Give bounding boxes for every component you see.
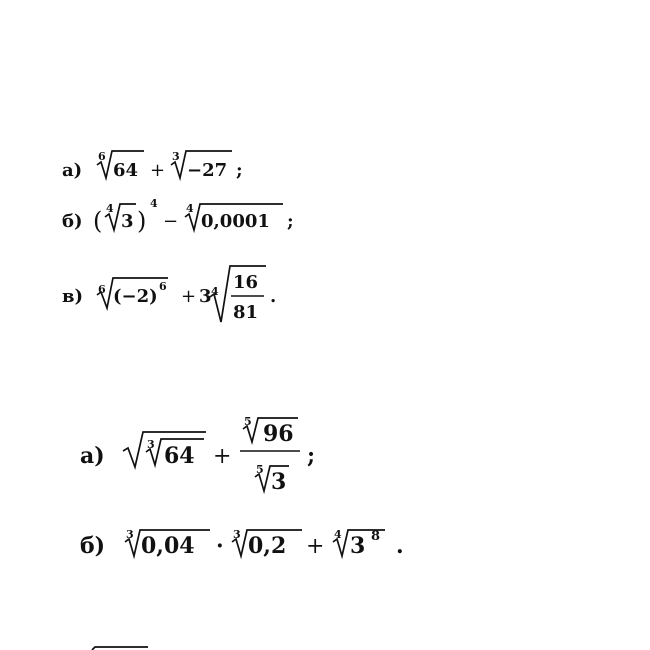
root-index: 5 (256, 463, 264, 476)
item-label: в) (62, 286, 84, 307)
radicand: (−2) (113, 286, 158, 307)
operator-plus: + (213, 444, 232, 469)
operator-plus: + (150, 160, 166, 181)
exponent: 4 (150, 197, 158, 210)
punctuation: ; (307, 443, 316, 469)
root-index: 6 (98, 150, 106, 163)
root-index: 3 (233, 528, 241, 541)
radicand: 64 (113, 160, 139, 181)
fraction-numerator: 96 (263, 421, 294, 447)
radicand: 64 (164, 443, 195, 469)
root-index: 4 (211, 285, 219, 298)
punctuation: . (270, 286, 277, 307)
item-label: б) (62, 211, 83, 232)
root-index: 4 (186, 202, 194, 215)
punctuation: . (396, 533, 404, 559)
fraction-denominator: 3 (271, 469, 287, 495)
coefficient: 3 (199, 286, 212, 307)
root-index: 4 (334, 528, 342, 541)
radicand: 3 (350, 533, 366, 559)
root-index: 5 (244, 415, 252, 428)
radicand: 0,0001 (201, 211, 270, 232)
root-index: 3 (147, 438, 155, 451)
operator-plus: + (181, 286, 197, 307)
operator-minus: − (163, 211, 179, 232)
radicand: −27 (187, 160, 228, 181)
root-index: 4 (106, 202, 114, 215)
paren-open: ( (93, 207, 103, 235)
root-index: 3 (126, 528, 134, 541)
exponent: 6 (159, 280, 167, 293)
radicand: 3 (121, 211, 134, 232)
punctuation: ; (236, 160, 243, 181)
paren-close: ) (137, 207, 147, 235)
fraction-numerator: 16 (233, 272, 259, 293)
exponent: 8 (371, 529, 381, 544)
operator-dot: · (216, 533, 224, 559)
item-label: а) (62, 160, 83, 181)
radicand: 0,2 (248, 533, 287, 559)
item-label: а) (80, 443, 105, 469)
radicand: 0,04 (141, 533, 195, 559)
root-index: 3 (172, 150, 180, 163)
punctuation: ; (287, 211, 294, 232)
root-index: 6 (98, 283, 106, 296)
fraction-denominator: 81 (233, 302, 259, 323)
operator-plus: + (306, 534, 325, 559)
item-label: б) (80, 533, 106, 559)
